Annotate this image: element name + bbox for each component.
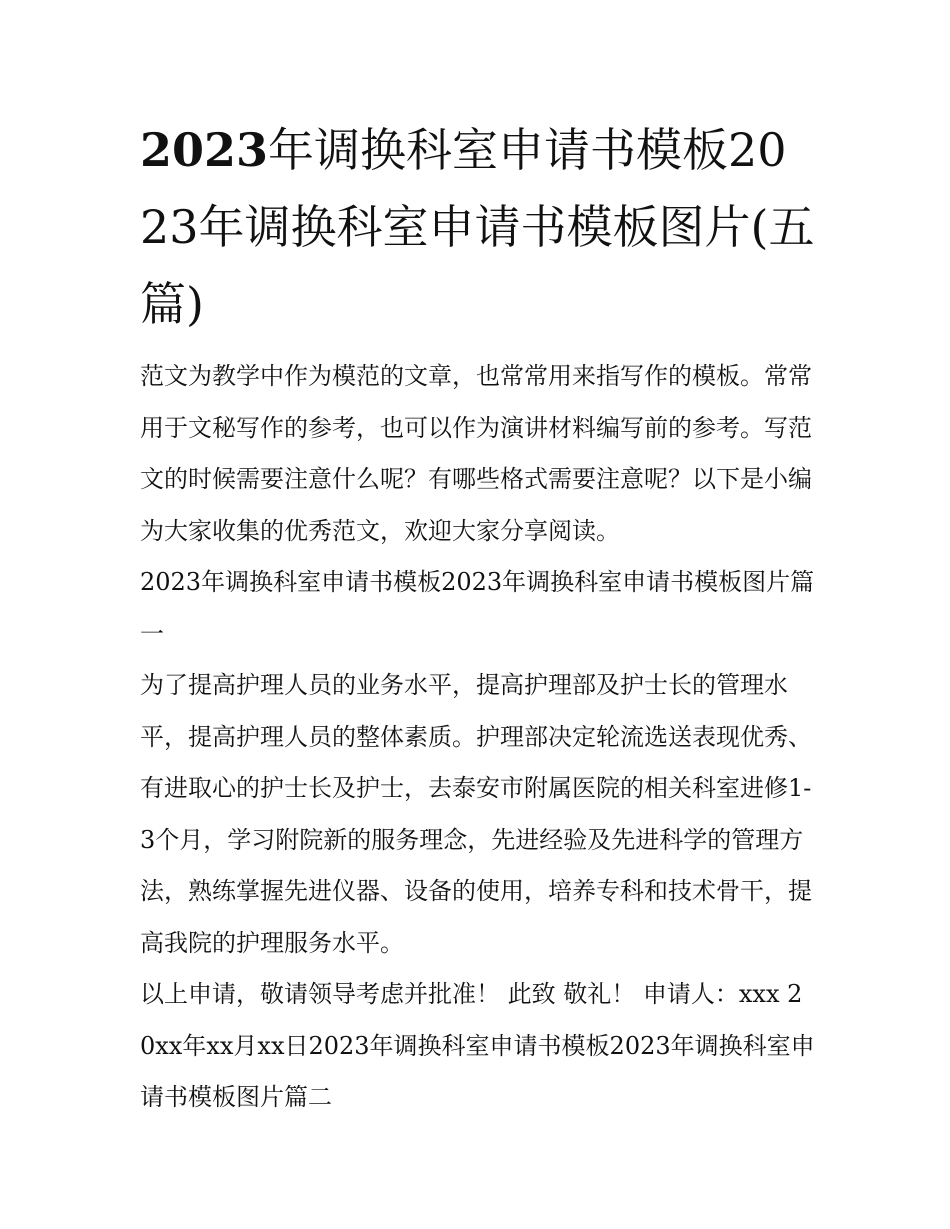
title-year: 2023 [140,123,269,177]
title-text: 年调换科室申请书模板2023年调换科室申请书模板图片(五篇) [140,123,815,331]
document-title [140,112,815,343]
closing-paragraph: 以上申请，敬请领导考虑并批准！ 此致 敬礼！ 申请人：xxx 20xx年xx月xx日2023年调换科室申请书模板2023年调换科室申请书模板图片篇二 [140,980,815,1111]
section-heading-1: 2023年调换科室申请书模板2023年调换科室申请书模板图片篇一 [140,568,815,648]
intro-paragraph: 范文为教学中作为模范的文章，也常常用来指写作的模板。常常用于文秘写作的参考，也可以作为演讲材料编写前的参考。写范文的时候需要注意什么呢？有哪些格式需要注意呢？以下是小编为大家收集的优秀范文，欢迎大家分享阅读。 [140,362,812,545]
body-paragraph: 为了提高护理人员的业务水平，提高护理部及护士长的管理水平，提高护理人员的整体素质。护理部决定轮流选送表现优秀、有进取心的护士长及护士，去泰安市附属医院的相关科室进修1-3个月，学习附院新的服务理念，先进经验及先进科学的管理方法，熟练掌握先进仪器、设备的使用，培养专科和技术骨干，提高我院的护理服务水平。 [140,671,812,957]
document-body [140,112,815,1124]
